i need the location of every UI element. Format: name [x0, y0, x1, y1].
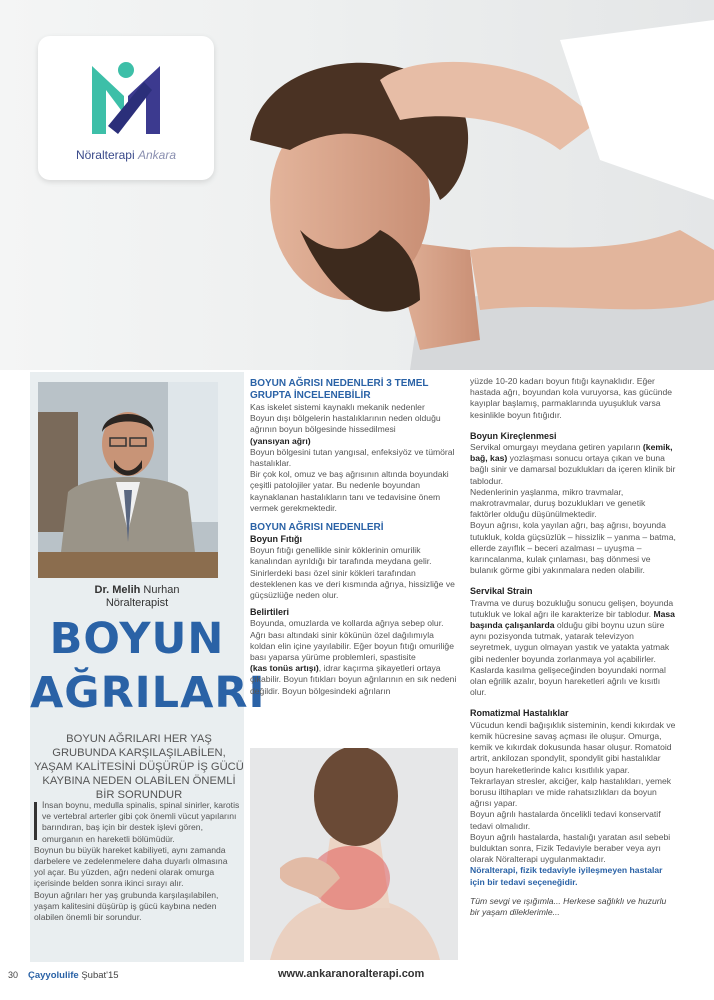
mid-p2: Boyun dışı bölgelerin hastalıklarının neden olduğu ağrının boyun bölgesinde hissedilmesi	[250, 413, 441, 435]
right-s1-text3: Nedenlerinin yaşlanma, mikro travmalar, makrotravmalar, duruş bozuklukları ve genetik faktörler olduğu düşünülmektedir.	[470, 486, 646, 520]
right-column	[470, 376, 678, 918]
subheading-hernia: Boyun Fıtığı	[250, 534, 302, 545]
subheading-symptoms: Belirtileri	[250, 607, 290, 618]
closing-note: Tüm sevgi ve ışığımla... Herkese sağlıklı ve huzurlu bir yaşam dileklerimle...	[470, 895, 667, 917]
website-link[interactable]: www.ankaranoralterapi.com	[278, 968, 425, 980]
mid-hernia-text: Boyun fıtığı genellikle sinir köklerinin omurilik kanalından ayrıldığı bir tarafında meydana gelir. Sinirlerdeki bası özel sinir kökleri tarafından desteklenen kas ve deri kısmında ağrıya, hissizliğe ve güçsüzlüğe neden olur.	[250, 545, 455, 601]
right-s2-text1: Travma ve duruş bozukluğu sonucu gelişen, boyunda tutukluk ve lokal ağrı ile karakterize bir tablodur.	[470, 597, 674, 619]
logo-card	[38, 36, 214, 180]
section-heading-causes: BOYUN AĞRISI NEDENLERİ	[250, 522, 384, 534]
mid-p3: Boyun bölgesini tutan yangısal, enfeksiyöz ve tümöral hastalıklar.	[250, 446, 455, 469]
left-body-text	[34, 800, 240, 923]
right-s2-text3: Kaslarda kasılma gelişeceğinden boyundaki normal olan eğrilik azalır, boyun hareketleri ağrılı ve kısıtlı olur.	[470, 664, 666, 698]
mid-p1: Kas iskelet sistemi kaynaklı mekanik nedenler	[250, 402, 425, 412]
right-s1-text4: Boyun ağrısı, kola yayılan ağrı, baş ağrısı, boyunda tutukluk, kolda güçsüzlük – hissizlik – yanma – batma, ellerde zayıflık – beceri azalması – uyuşma – karıncalanma, kulak çınlaması, baş dönmesi ve bulanık görme gibi yakınmalara neden olabilir.	[470, 520, 676, 576]
lead-paragraph: BOYUN AĞRILARI HER YAŞ GRUBUNDA KARŞILAŞILABİLEN, YAŞAM KALİTESİNİ DÜŞÜRÜP İŞ GÜCÜ KAYBINA NEDEN OLABİLEN ÖNEMLİ BİR SORUNDUR	[34, 733, 244, 801]
mid-symptoms-2: Ağrı bası altındaki sinir kökünün özel dağılımıyla koldan elin içine yayılabilir. Eğer boyun fıtığı omuriliğe bası yaparsa yürüme problemleri, spastisite	[250, 629, 454, 663]
neck-pain-photo	[250, 748, 458, 960]
article-title-line1: BOYUN	[49, 614, 225, 664]
mid-symptoms-1: Boyunda, omuzlarda ve kollarda ağrıya sebep olur.	[250, 618, 444, 629]
right-s2-text2: olduğu gibi boynu uzun süre aynı pozisyonda tutmak, yatarak televizyon seyretmek, uygun olmayan yastık ve yatakta yatmak gibi nedenler boyunda zorlanmaya yol açabilirler.	[470, 620, 670, 664]
middle-column	[250, 376, 458, 697]
page-number: 30	[8, 970, 19, 980]
article-title-line2: AĞRILARI	[30, 668, 266, 718]
subheading-spondylosis: Boyun Kireçlenmesi	[470, 430, 557, 441]
logo-brand: Nöralterapi	[75, 148, 135, 162]
logo-wordmark	[38, 148, 214, 162]
author-last-name: Nurhan	[143, 584, 180, 596]
left-paragraph-1: İnsan boynu, medulla spinalis, spinal sinirler, karotis ve vertebral arterler gibi çok önemli vücut yapılarını barındıran, baş için bir destek işlevi gören, omurganın en hareketli bölümüdür.	[42, 800, 240, 844]
author-title: Nöralterapist	[105, 597, 169, 609]
right-s3-text4: Boyun ağrılı hastalarda, hastalığı yaratan asıl sebebi bulduktan sonra, Fizik Tedaviyle beraber veya ayrı olarak Nöralterapi uygulanmaktadır.	[470, 831, 671, 865]
magazine-title: Çayyolulife	[28, 970, 79, 981]
page-footer	[0, 966, 714, 990]
right-p0: yüzde 10-20 kadarı boyun fıtığı kaynaklıdır. Eğer hastada ağrı, boyundan kola vuruyorsa, kas gücünde kayıplar başlamış, parmaklarında uyuşukluk varsa kesinlikle boyun fıtığıdır.	[470, 376, 673, 420]
right-s1-text2: yozlaşması sonucu ortaya çıkan ve buna bağlı sinir ve damarsal bozuklukları da içeren klinik bir tablodur.	[470, 453, 676, 486]
right-s3-highlight: Nöralterapi, fizik tedaviyle iyileşmeyen hastalar için bir tedavi seçeneğidir.	[470, 865, 663, 887]
subheading-cervical-strain: Servikal Strain	[470, 586, 533, 597]
mid-p4: Bir çok kol, omuz ve baş ağrısının altında boyundaki çeşitli patolojiler yatar. Bu nedenle boyundan kaynaklanan hastalıkların tanı ve tedavisine önem vermek gerekmektedir.	[250, 469, 449, 513]
section-heading-causes-3: BOYUN AĞRISI NEDENLERİ 3 TEMEL GRUPTA İNCELENEBİLİR	[250, 378, 429, 401]
magazine-name	[28, 970, 119, 981]
author-byline	[30, 584, 244, 610]
magazine-date: Şubat'15	[81, 970, 119, 981]
left-paragraph-2: Boynun bu büyük hareket kabiliyeti, aynı zamanda darbelere ve zedelenmelere daha duyarlı olmasına yol açar. Bu yüzden, ağrı nedeni olarak omurga içerisinde belden sonra ikinci sırayı alır.	[34, 844, 228, 889]
author-first-name: Dr. Melih	[94, 584, 141, 596]
right-s2-bold: Masa başında çalışanlarda	[470, 608, 675, 631]
left-paragraph-3: Boyun ağrıları her yaş grubunda karşılaşılabilen, yaşam kalitesini düşürüp iş gücü kaybına neden olabilen önemli bir sorundur.	[34, 889, 219, 923]
mid-p2-bold: (yansıyan ağrı)	[250, 435, 311, 446]
mid-symptoms-3: , idrar kaçırma şikayetleri ortaya çıkabilir. Boyun fıtıkları boyun ağrılarının en sık nedeni değildir. Boyun bölgesindeki ağrıların	[250, 663, 457, 696]
mid-symptoms-bold: (kas tonüs artışı)	[250, 663, 319, 674]
right-s1-bold: (kemik, bağ, kas)	[470, 442, 673, 464]
right-s1-text1: Servikal omurgayı meydana getiren yapıların	[470, 442, 641, 453]
logo-city: Ankara	[138, 148, 177, 162]
right-s3-text2: Tekrarlayan stresler, akciğer, kalp hastalıkları, yemek borusu iltihapları ve mide rahatsızlıkları da boyun ağrısı yapar.	[470, 775, 672, 809]
author-photo	[38, 382, 218, 578]
noralterapi-logo-icon	[84, 56, 168, 140]
right-s3-text3: Boyun ağrılı hastalarda öncelikli tedavi konservatif tedavi olmalıdır.	[470, 809, 661, 831]
subheading-rheumatic: Romatizmal Hastalıklar	[470, 708, 569, 719]
right-s3-text1: Vücudun kendi bağışıklık sisteminin, kendi kıkırdak ve kemik hücresine savaş açması ile oluşur. Omurga, kemik ve kıkırdak dokusunda hasar oluşur. Romatoid artrit, ankilozan spondylit, spondylit gibi hastalıklar boyun hareketlerinde kalıcı kısıtlılık yapar.	[470, 719, 676, 775]
